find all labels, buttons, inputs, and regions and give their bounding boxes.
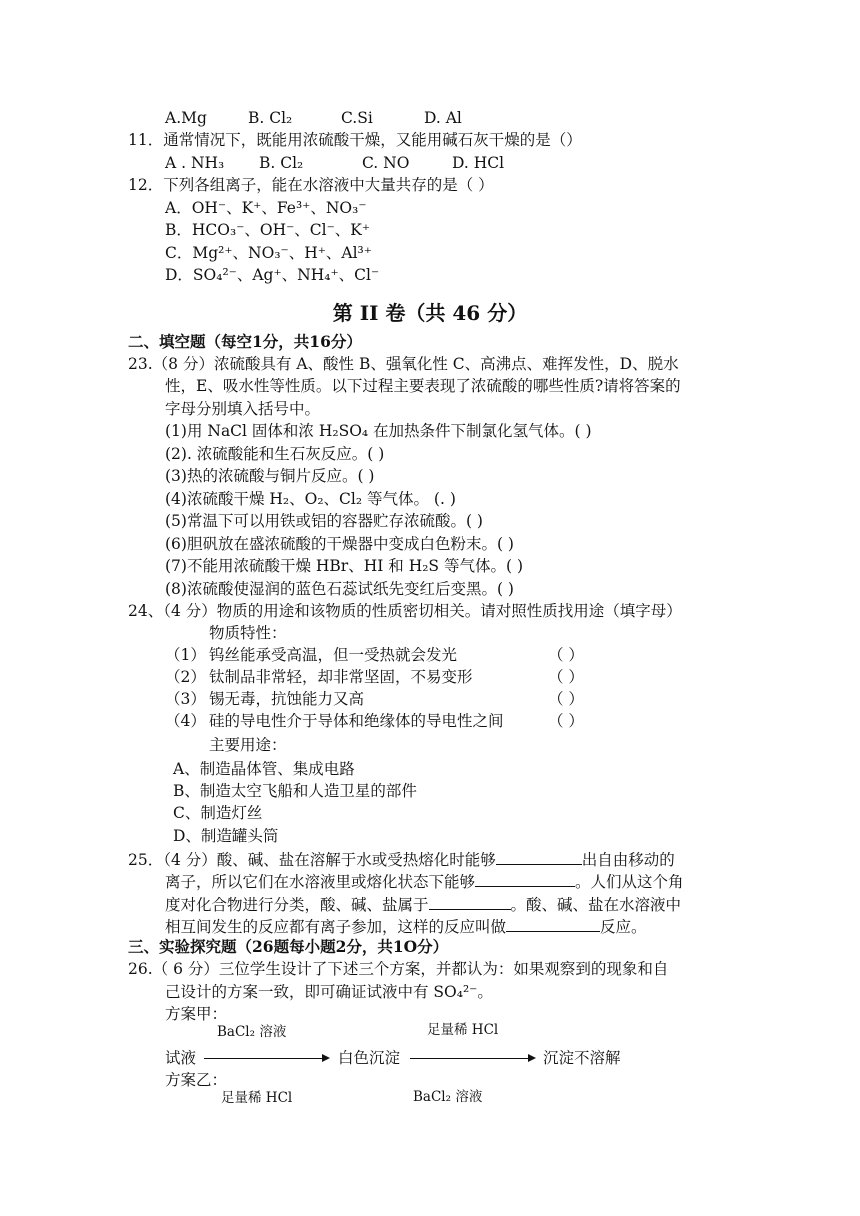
q25-line-2-a: 离子，所以它们在水溶液里或熔化状态下能够 xyxy=(165,873,476,891)
q24-use-b: B、制造太空飞船和人造卫星的部件 xyxy=(173,782,417,800)
q25-line-3-b: 。酸、碱、盐在水溶液中 xyxy=(510,896,682,914)
q23-item-1: (1)用 NaCl 固体和浓 H₂SO₄ 在加热条件下制氯化氢气体。( ) xyxy=(165,422,592,440)
q12-option-c: C．Mg²⁺、NO₃⁻、H⁺、Al³⁺ xyxy=(165,244,372,262)
q24-property-1-num: （1） xyxy=(165,646,206,664)
q10-option-b: B. Cl₂ xyxy=(248,109,293,127)
q26-plan-a-reagent-1: BaCl₂ 溶液 xyxy=(217,1024,287,1040)
q23-item-2: (2). 浓硫酸能和生石灰反应。( ) xyxy=(165,445,385,463)
section3-heading: 三、实验探究题（26题每小题2分，共1O分） xyxy=(128,937,449,956)
q25-line-1-b: 出自由移动的 xyxy=(581,851,675,869)
q23-line-1: 23.（8 分）浓硫酸具有 A、酸性 B、强氧化性 C、高沸点、难挥发性，D、脱水 xyxy=(128,355,679,373)
q12-option-d: D．SO₄²⁻、Ag⁺、NH₄⁺、Cl⁻ xyxy=(165,266,380,284)
q25-blank-1[interactable] xyxy=(496,848,582,865)
q12-stem: 12．下列各组离子，能在水溶液中大量共存的是（ ） xyxy=(128,176,494,194)
q24-property-3-paren: （ ） xyxy=(548,690,584,708)
q23-item-6: (6)胆矾放在盛浓硫酸的干燥器中变成白色粉末。( ) xyxy=(165,535,514,553)
q11-option-d: D. HCl xyxy=(452,154,505,172)
q24-property-2-paren: （ ） xyxy=(548,668,584,686)
q24-use-d: D、制造罐头筒 xyxy=(173,827,279,845)
q26-plan-b-reagent-1: 足量稀 HCl xyxy=(221,1090,293,1106)
q26-precipitate-insoluble: 沉淀不溶解 xyxy=(543,1049,621,1067)
q25-line-3-a: 度对化合物进行分类，酸、碱、盐属于 xyxy=(165,896,429,914)
q26-plan-a-label: 方案甲： xyxy=(165,1005,228,1023)
q12-option-a: A．OH⁻、K⁺、Fe³⁺、NO₃⁻ xyxy=(165,199,367,217)
q23-item-8: (8)浓硫酸使湿润的蓝色石蕊试纸先变红后变黑。( ) xyxy=(165,580,514,598)
q26-arrow-1 xyxy=(204,1058,328,1059)
q23-item-7: (7)不能用浓硫酸干燥 HBr、HI 和 H₂S 等气体。( ) xyxy=(165,557,523,575)
q24-property-4-num: （4） xyxy=(165,712,206,730)
q24-property-1-text: 钨丝能承受高温，但一受热就会发光 xyxy=(209,646,458,664)
q26-arrow-2 xyxy=(410,1058,534,1059)
q24-property-2-num: （2） xyxy=(165,668,206,686)
part2-title: 第 II 卷（共 46 分） xyxy=(332,301,528,325)
q11-option-b: B. Cl₂ xyxy=(259,154,304,172)
q24-property-3-text: 锡无毒，抗蚀能力又高 xyxy=(209,690,365,708)
q26-line-1: 26.（ 6 分）三位学生设计了下述三个方案，并都认为：如果观察到的现象和自 xyxy=(128,960,669,978)
q25-line-3 xyxy=(165,893,681,915)
q25-line-2-b: 。人们从这个角 xyxy=(575,873,684,891)
q24-property-4-text: 硅的导电性介于导体和绝缘体的导电性之间 xyxy=(209,712,504,730)
q23-line-3: 字母分别填入括号中。 xyxy=(165,400,321,418)
q12-option-b: B．HCO₃⁻、OH⁻、Cl⁻、K⁺ xyxy=(165,221,371,239)
q24-stem: 24、（4 分）物质的用途和该物质的性质密切相关。请对照性质找用途（填字母） xyxy=(128,602,682,620)
q24-property-2-text: 钛制品非常轻，却非常坚固，不易变形 xyxy=(209,668,473,686)
q11-option-c: C. NO xyxy=(362,154,410,172)
q11-stem: 11．通常情况下，既能用浓硫酸干燥，又能用碱石灰干燥的是（） xyxy=(128,131,582,149)
q10-option-c: C.Si xyxy=(341,109,373,127)
q24-properties-heading: 物质特性： xyxy=(209,624,287,642)
q24-use-a: A、制造晶体管、集成电路 xyxy=(173,760,355,778)
q25-line-1 xyxy=(128,848,675,870)
q23-line-2: 性，E、吸水性等性质。以下过程主要表现了浓硫酸的哪些性质?请将答案的 xyxy=(165,377,681,395)
q25-line-2 xyxy=(165,870,684,892)
q11-option-a: A . NH₃ xyxy=(165,154,225,172)
section2-heading: 二、填空题（每空1分，共16分） xyxy=(128,332,362,351)
q25-line-4-b: 反应。 xyxy=(600,918,647,936)
q24-property-4-paren: （ ） xyxy=(548,712,584,730)
q26-plan-a-reagent-2: 足量稀 HCl xyxy=(427,1022,499,1038)
q24-uses-heading: 主要用途： xyxy=(209,736,287,754)
q24-property-3-num: （3） xyxy=(165,690,206,708)
q23-item-4: (4)浓硫酸干燥 H₂、O₂、Cl₂ 等气体。 (. ) xyxy=(165,490,456,508)
q26-plan-b-label: 方案乙： xyxy=(165,1071,228,1089)
q26-start-solution: 试液 xyxy=(165,1049,197,1067)
q26-plan-b-reagent-2: BaCl₂ 溶液 xyxy=(413,1089,483,1105)
q25-line-4 xyxy=(165,915,647,937)
q25-blank-4[interactable] xyxy=(506,915,600,932)
q26-white-precipitate: 白色沉淀 xyxy=(338,1049,401,1067)
q23-item-3: (3)热的浓硫酸与铜片反应。( ) xyxy=(165,467,375,485)
q23-item-5: (5)常温下可以用铁或铝的容器贮存浓硫酸。( ) xyxy=(165,512,483,530)
q25-blank-2[interactable] xyxy=(475,870,575,887)
q24-property-1-paren: （ ） xyxy=(548,646,584,664)
q26-line-2: 己设计的方案一致，即可确证试液中有 SO₄²⁻。 xyxy=(165,983,493,1001)
q25-line-1-a: 25．（4 分）酸、碱、盐在溶解于水或受热熔化时能够 xyxy=(128,851,496,869)
q25-blank-3[interactable] xyxy=(429,893,511,910)
q25-line-4-a: 相互间发生的反应都有离子参加，这样的反应叫做 xyxy=(165,918,507,936)
q10-option-a: A.Mg xyxy=(165,109,207,127)
q24-use-c: C、制造灯丝 xyxy=(173,804,263,822)
q10-option-d: D. Al xyxy=(424,109,462,127)
